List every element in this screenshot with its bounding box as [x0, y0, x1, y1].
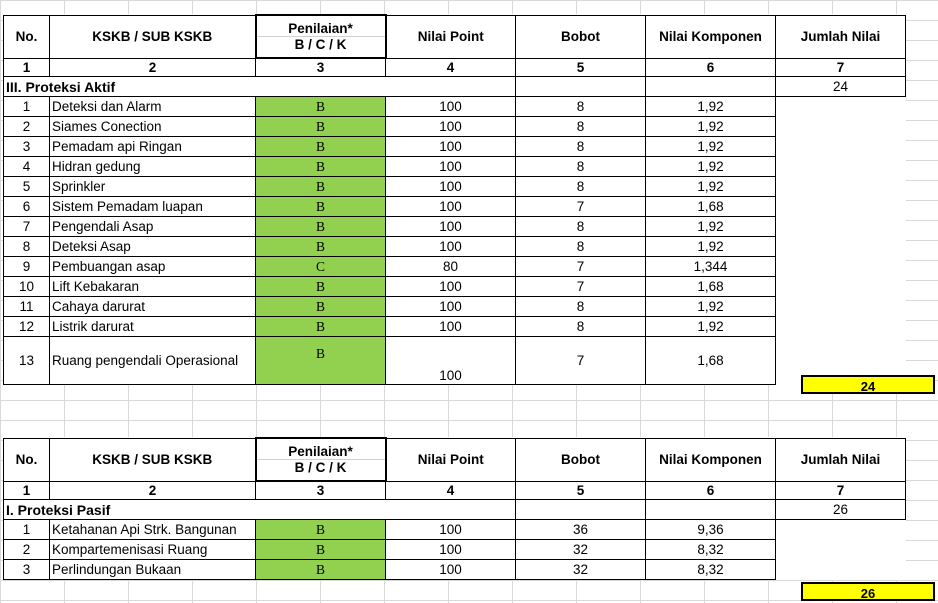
- row-nilai-komponen: 1,68: [646, 277, 776, 297]
- header-nilai-point: Nilai Point: [386, 438, 516, 481]
- row-name: Listrik darurat: [50, 317, 256, 337]
- row-penilaian: B: [256, 197, 386, 217]
- row-name: Cahaya darurat: [50, 297, 256, 317]
- row-name: Kompartemenisasi Ruang: [50, 540, 256, 560]
- col-number: 7: [776, 481, 906, 500]
- row-number: 7: [4, 217, 50, 237]
- row-nilai-komponen: 9,36: [646, 520, 776, 540]
- table-row: [4, 520, 906, 540]
- table-row: [4, 297, 906, 317]
- table-row: [4, 97, 906, 117]
- header-jumlah-nilai: Jumlah Nilai: [776, 15, 906, 58]
- proteksi-pasif-table: [3, 437, 906, 580]
- row-nilai-komponen: 1,92: [646, 117, 776, 137]
- row-name: Pemadam api Ringan: [50, 137, 256, 157]
- header-penilaian: Penilaian*: [256, 15, 386, 37]
- row-name: Perlindungan Bukaan: [50, 560, 256, 580]
- row-number: 1: [4, 520, 50, 540]
- row-penilaian: B: [256, 97, 386, 117]
- table-row: [4, 237, 906, 257]
- row-penilaian: B: [256, 137, 386, 157]
- row-number: 9: [4, 257, 50, 277]
- row-penilaian: B: [256, 540, 386, 560]
- row-penilaian: B: [256, 560, 386, 580]
- row-nilai-komponen: 1,92: [646, 297, 776, 317]
- table-row: [4, 337, 906, 385]
- row-nilai-point: 100: [386, 297, 516, 317]
- row-name: Lift Kebakaran: [50, 277, 256, 297]
- jumlah-nilai-value: 26: [776, 500, 906, 520]
- row-nilai-komponen: 1,92: [646, 97, 776, 117]
- header-jumlah-nilai: Jumlah Nilai: [776, 438, 906, 481]
- row-nilai-point: 100: [386, 560, 516, 580]
- header-no: No.: [4, 438, 50, 481]
- table-row: [4, 540, 906, 560]
- row-bobot: 7: [516, 197, 646, 217]
- row-name: Siames Conection: [50, 117, 256, 137]
- row-bobot: 36: [516, 520, 646, 540]
- row-nilai-point: 100: [386, 137, 516, 157]
- row-bobot: 7: [516, 337, 646, 385]
- row-nilai-point: 100: [386, 117, 516, 137]
- table-row: [4, 217, 906, 237]
- table-row: [4, 317, 906, 337]
- row-nilai-komponen: 1,92: [646, 317, 776, 337]
- col-number: 7: [776, 58, 906, 77]
- col-number: 4: [386, 481, 516, 500]
- row-bobot: 32: [516, 540, 646, 560]
- row-nilai-point: 100: [386, 197, 516, 217]
- row-nilai-point: 100: [386, 217, 516, 237]
- table-row: [4, 560, 906, 580]
- header-penilaian-sub: B / C / K: [256, 37, 386, 59]
- row-number: 3: [4, 560, 50, 580]
- row-bobot: 8: [516, 157, 646, 177]
- row-number: 2: [4, 540, 50, 560]
- row-number: 13: [4, 337, 50, 385]
- table-row: [4, 177, 906, 197]
- row-nilai-komponen: 1,68: [646, 337, 776, 385]
- row-penilaian: C: [256, 257, 386, 277]
- row-name: Hidran gedung: [50, 157, 256, 177]
- row-nilai-point: 100: [386, 157, 516, 177]
- col-number: 6: [646, 481, 776, 500]
- section-title: I. Proteksi Pasif: [4, 500, 386, 520]
- row-nilai-komponen: 1,92: [646, 237, 776, 257]
- row-number: 1: [4, 97, 50, 117]
- jumlah-nilai-value: 24: [776, 77, 906, 97]
- row-bobot: 8: [516, 177, 646, 197]
- row-nilai-point: 100: [386, 97, 516, 117]
- table-row: [4, 197, 906, 217]
- row-number: 4: [4, 157, 50, 177]
- row-nilai-komponen: 1,92: [646, 177, 776, 197]
- row-penilaian: B: [256, 157, 386, 177]
- row-penilaian: B: [256, 337, 386, 385]
- table-row: [4, 137, 906, 157]
- row-nilai-komponen: 1,92: [646, 157, 776, 177]
- row-nilai-point: 100: [386, 237, 516, 257]
- row-bobot: 8: [516, 297, 646, 317]
- row-bobot: 8: [516, 217, 646, 237]
- row-nilai-komponen: 1,92: [646, 217, 776, 237]
- row-penilaian: B: [256, 177, 386, 197]
- table-row: [4, 117, 906, 137]
- header-name: KSKB / SUB KSKB: [50, 15, 256, 58]
- row-nilai-komponen: 1,68: [646, 197, 776, 217]
- row-number: 6: [4, 197, 50, 217]
- row-penilaian: B: [256, 117, 386, 137]
- table-row: [4, 157, 906, 177]
- row-name: Pembuangan asap: [50, 257, 256, 277]
- row-bobot: 8: [516, 117, 646, 137]
- col-number: 4: [386, 58, 516, 77]
- row-name: Sistem Pemadam luapan: [50, 197, 256, 217]
- col-number: 3: [256, 58, 386, 77]
- row-nilai-point: 100: [386, 317, 516, 337]
- section-title: III. Proteksi Aktif: [4, 77, 386, 97]
- row-nilai-point: 100: [386, 337, 516, 385]
- row-nilai-point: 100: [386, 520, 516, 540]
- col-number: 1: [4, 481, 50, 500]
- row-number: 8: [4, 237, 50, 257]
- row-bobot: 7: [516, 277, 646, 297]
- header-nilai-komponen: Nilai Komponen: [646, 15, 776, 58]
- row-bobot: 8: [516, 137, 646, 157]
- row-nilai-komponen: 1,344: [646, 257, 776, 277]
- col-number: 2: [50, 481, 256, 500]
- col-number: 2: [50, 58, 256, 77]
- row-bobot: 32: [516, 560, 646, 580]
- row-penilaian: B: [256, 317, 386, 337]
- row-nilai-point: 100: [386, 277, 516, 297]
- col-number: 1: [4, 58, 50, 77]
- row-name: Ketahanan Api Strk. Bangunan: [50, 520, 256, 540]
- col-number: 6: [646, 58, 776, 77]
- row-penilaian: B: [256, 277, 386, 297]
- header-nilai-point: Nilai Point: [386, 15, 516, 58]
- row-number: 3: [4, 137, 50, 157]
- proteksi-aktif-table: [3, 14, 906, 385]
- header-bobot: Bobot: [516, 438, 646, 481]
- row-nilai-point: 100: [386, 540, 516, 560]
- row-bobot: 8: [516, 317, 646, 337]
- col-number: 5: [516, 58, 646, 77]
- row-number: 12: [4, 317, 50, 337]
- row-nilai-komponen: 8,32: [646, 540, 776, 560]
- row-number: 10: [4, 277, 50, 297]
- row-nilai-komponen: 1,92: [646, 137, 776, 157]
- row-penilaian: B: [256, 297, 386, 317]
- row-bobot: 7: [516, 257, 646, 277]
- header-penilaian-sub: B / C / K: [256, 460, 386, 482]
- row-number: 11: [4, 297, 50, 317]
- row-nilai-point: 80: [386, 257, 516, 277]
- row-penilaian: B: [256, 520, 386, 540]
- row-name: Deteksi Asap: [50, 237, 256, 257]
- table-row: [4, 257, 906, 277]
- col-number: 3: [256, 481, 386, 500]
- row-name: Deteksi dan Alarm: [50, 97, 256, 117]
- header-bobot: Bobot: [516, 15, 646, 58]
- row-name: Sprinkler: [50, 177, 256, 197]
- col-number: 5: [516, 481, 646, 500]
- row-bobot: 8: [516, 237, 646, 257]
- row-number: 5: [4, 177, 50, 197]
- row-number: 2: [4, 117, 50, 137]
- header-nilai-komponen: Nilai Komponen: [646, 438, 776, 481]
- header-penilaian: Penilaian*: [256, 438, 386, 460]
- row-penilaian: B: [256, 237, 386, 257]
- table-row: [4, 277, 906, 297]
- header-name: KSKB / SUB KSKB: [50, 438, 256, 481]
- total-badge: 24: [801, 375, 935, 394]
- row-name: Ruang pengendali Operasional: [50, 337, 256, 385]
- header-no: No.: [4, 15, 50, 58]
- row-name: Pengendali Asap: [50, 217, 256, 237]
- row-bobot: 8: [516, 97, 646, 117]
- total-badge: 26: [801, 582, 935, 601]
- row-nilai-komponen: 8,32: [646, 560, 776, 580]
- row-nilai-point: 100: [386, 177, 516, 197]
- row-penilaian: B: [256, 217, 386, 237]
